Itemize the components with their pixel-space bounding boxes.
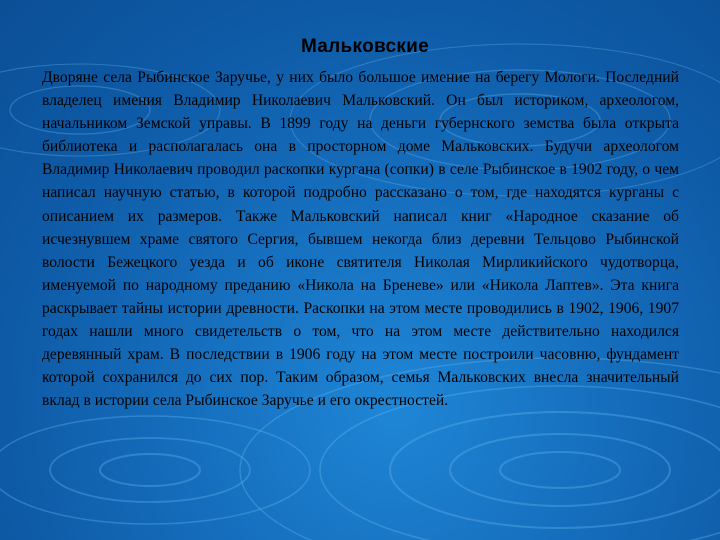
slide-title: Мальковские	[300, 36, 430, 57]
slide-body-text: Дворяне села Рыбинское Заручье, у них было большое имение на берегу Мологи. Последний владелец имения Владимир Николаевич Мальковский. Он был историком, археологом, начальником Земской управы. В 1899 году на деньги губернского земства была открыта библиотека и располагалась она в просторном доме Мальковских. Будучи археологом Владимир Николаевич проводил раскопки кургана (сопки) в селе Рыбинское в 1902 году, о чем написал научную статью, в которой подробно рассказано о том, где находятся курганы с описанием их размеров. Также Мальковский написал книг «Народное сказание об исчезнувшем храме святого Сергия, бывшем некогда близ деревни Тельцово Рыбинской волости Бежецкого уезда и об иконе святителя Николая Мирликийского чудотворца, именуемой по народному преданию «Никола на Бреневе» или «Никола Лаптев». Эта книга раскрывает тайны истории древности. Раскопки на этом месте проводились в 1902, 1906, 1907 годах нашли много свидетельств о том, что на этом месте действительно находился деревянный храм. В последствии в 1906 году на этом месте построили часовню, фундамент которой сохранился до сих пор. Таким образом, семья Мальковских внесла значительный вклад в истории села Рыбинское Заручье и его окрестностей.	[42, 69, 679, 410]
